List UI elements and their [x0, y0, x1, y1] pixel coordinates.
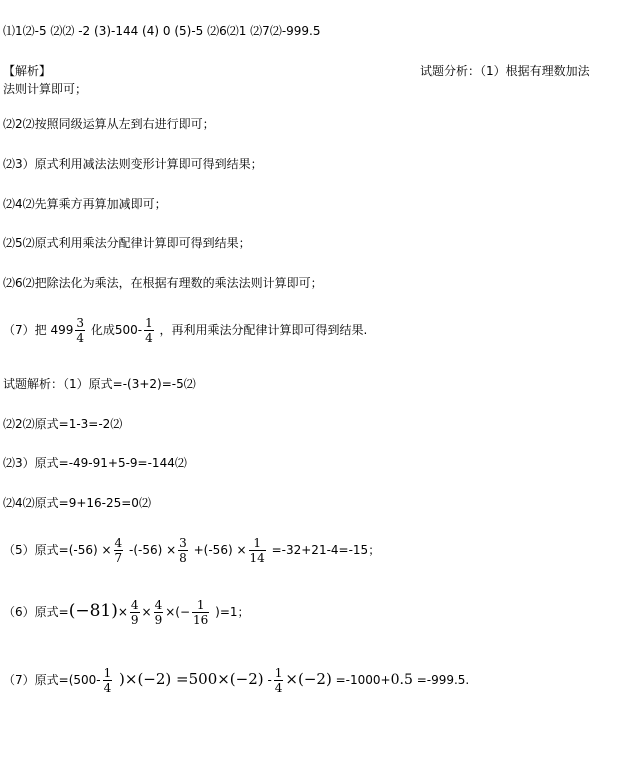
fraction-denominator: 14	[249, 551, 265, 565]
fraction-denominator: 8	[179, 551, 187, 565]
sol6-times: ×	[141, 605, 152, 619]
sol7-part-d: ×(−2)	[285, 670, 332, 688]
fraction-1-16	[192, 598, 209, 627]
fraction-three-quarters	[75, 316, 85, 345]
fraction-denominator: 9	[130, 613, 139, 627]
solution-6	[3, 598, 250, 627]
sol6-times: ×	[117, 605, 128, 619]
analysis-intro: 试题分析：（1）根据有理数加法	[420, 64, 590, 78]
sol5-post: =-32+21-4=-15；	[267, 543, 381, 557]
solution-4: ⑵4⑵原式=9+16-25=0⑵	[3, 496, 151, 510]
solution-intro: 试题解析：（1）原式=-(3+2)=-5⑵	[3, 377, 196, 391]
analysis-step-5: ⑵5⑵原式利用乘法分配律计算即可得到结果；	[3, 236, 251, 250]
fraction-denominator: 9	[154, 613, 163, 627]
analysis-intro-cont: 法则计算即可；	[3, 82, 88, 96]
solution-2: ⑵2⑵原式=1-3=-2⑵	[3, 417, 123, 431]
sol7-post: =-999.5.	[412, 673, 470, 687]
sol6-pre: （6）原式=	[3, 605, 69, 619]
fraction-numerator: 1	[103, 666, 112, 680]
sol7-part-c: -	[263, 673, 272, 687]
fraction-numerator: 1	[196, 598, 205, 612]
analysis-step-2: ⑵2⑵按照同级运算从左到右进行即可；	[3, 117, 215, 131]
sol7-part-e: =-1000+	[331, 673, 391, 687]
fraction-1-14	[249, 536, 266, 565]
fraction-1-4	[103, 666, 113, 695]
fraction-3-8	[178, 536, 188, 565]
analysis-step-7	[3, 316, 367, 345]
fraction-numerator: 1	[145, 316, 153, 330]
step7-mid: 化成500-	[87, 323, 143, 337]
sol5-mid1: -(-56) ×	[125, 543, 177, 557]
fraction-denominator: 4	[76, 331, 84, 345]
solution-5	[3, 536, 380, 565]
fraction-denominator: 4	[274, 681, 283, 695]
sol5-mid2: +(-56) ×	[189, 543, 247, 557]
fraction-denominator: 4	[145, 331, 153, 345]
solution-7	[3, 666, 469, 695]
fraction-denominator: 7	[114, 551, 123, 565]
fraction-denominator: 4	[103, 681, 112, 695]
sol7-half: 0.5	[390, 672, 413, 688]
answers-line: ⑴1⑵-5 ⑵⑵ -2 (3)-144 (4) 0 (5)-5 ⑵6⑵1 ⑵7⑵-999.5	[3, 24, 321, 38]
analysis-step-6: ⑵6⑵把除法化为乘法，在根据有理数的乘法法则计算即可；	[3, 276, 323, 290]
fraction-numerator: 1	[253, 536, 261, 550]
fraction-denominator: 16	[193, 613, 209, 627]
fraction-numerator: 4	[114, 536, 123, 550]
step7-pre: （7）把 499	[3, 323, 74, 337]
analysis-heading: 【解析】	[3, 64, 52, 78]
solution-3: ⑵3）原式=-49-91+5-9=-144⑵	[3, 456, 187, 470]
sol7-part-a: )×(−2)	[114, 670, 172, 688]
fraction-one-quarter	[144, 316, 154, 345]
sol7-part-b: =500×(−2)	[171, 670, 264, 688]
step7-post: ，再利用乘法分配律计算即可得到结果.	[155, 323, 368, 337]
fraction-numerator: 1	[274, 666, 283, 680]
sol7-pre: （7）原式=(500-	[3, 673, 101, 687]
analysis-step-3: ⑵3）原式利用减法法则变形计算即可得到结果；	[3, 157, 263, 171]
sol6-neg81: (−81)	[68, 601, 118, 621]
fraction-numerator: 3	[76, 316, 84, 330]
analysis-step-4: ⑵4⑵先算乘方再算加减即可；	[3, 197, 167, 211]
fraction-numerator: 4	[130, 598, 139, 612]
fraction-4-9	[130, 598, 140, 627]
sol6-post: )=1；	[211, 605, 250, 619]
fraction-4-7	[114, 536, 124, 565]
sol6-times-neg: ×(−	[165, 605, 191, 619]
fraction-1-4	[274, 666, 284, 695]
fraction-numerator: 3	[179, 536, 187, 550]
fraction-numerator: 4	[154, 598, 163, 612]
sol5-pre: （5）原式=(-56) ×	[3, 543, 112, 557]
fraction-4-9	[154, 598, 164, 627]
